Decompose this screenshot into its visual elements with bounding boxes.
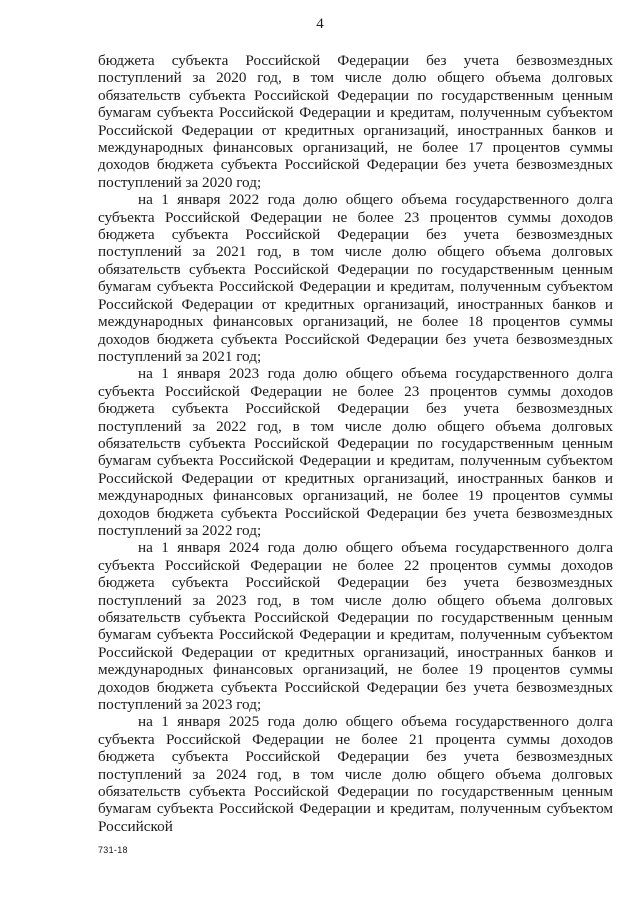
page-number: 4 <box>316 16 324 32</box>
paragraph-2025: на 1 января 2025 года долю общего объема государственного долга субъекта Российской Федерации не более 21 процента суммы доходов бюджета субъекта Российской Федерации без учета безвозмездных поступлений за 2024 год, в том числе долю общего объема долговых обязательств субъекта Российской Федерации по государственным ценным бумагам субъекта Российской Федерации и кредитам, полученным субъектом Российской <box>98 713 613 835</box>
paragraph-2023: на 1 января 2023 года долю общего объема государственного долга субъекта Российской Федерации не более 23 процентов суммы доходов бюджета субъекта Российской Федерации без учета безвозмездных поступлений за 2022 год, в том числе долю общего объема долговых обязательств субъекта Российской Федерации по государственным ценным бумагам субъекта Российской Федерации и кредитам, полученным субъектом Российской Федерации от кредитных организаций, иностранных банков и международных финансовых организаций, не более 19 процентов суммы доходов бюджета субъекта Российской Федерации без учета безвозмездных поступлений за 2022 год; <box>98 365 613 539</box>
footer-document-code: 731-18 <box>98 845 128 855</box>
paragraph-2022: на 1 января 2022 года долю общего объема государственного долга субъекта Российской Федерации не более 23 процентов суммы доходов бюджета субъекта Российской Федерации без учета безвозмездных поступлений за 2021 год, в том числе долю общего объема долговых обязательств субъекта Российской Федерации по государственным ценным бумагам субъекта Российской Федерации и кредитам, полученным субъектом Российской Федерации от кредитных организаций, иностранных банков и международных финансовых организаций, не более 18 процентов суммы доходов бюджета субъекта Российской Федерации без учета безвозмездных поступлений за 2021 год; <box>98 191 613 365</box>
paragraph-2024: на 1 января 2024 года долю общего объема государственного долга субъекта Российской Федерации не более 22 процентов суммы доходов бюджета субъекта Российской Федерации без учета безвозмездных поступлений за 2023 год, в том числе долю общего объема долговых обязательств субъекта Российской Федерации по государственным ценным бумагам субъекта Российской Федерации и кредитам, полученным субъектом Российской Федерации от кредитных организаций, иностранных банков и международных финансовых организаций, не более 19 процентов суммы доходов бюджета субъекта Российской Федерации без учета безвозмездных поступлений за 2023 год; <box>98 539 613 714</box>
paragraph-continued: бюджета субъекта Российской Федерации без учета безвозмездных поступлений за 2020 год, в том числе долю общего объема долговых обязательств субъекта Российской Федерации по государственным ценным бумагам субъекта Российской Федерации и кредитам, полученным субъектом Российской Федерации от кредитных организаций, иностранных банков и международных финансовых организаций, не более 17 процентов суммы доходов бюджета субъекта Российской Федерации без учета безвозмездных поступлений за 2020 год; <box>98 52 613 191</box>
document-body <box>98 52 613 835</box>
